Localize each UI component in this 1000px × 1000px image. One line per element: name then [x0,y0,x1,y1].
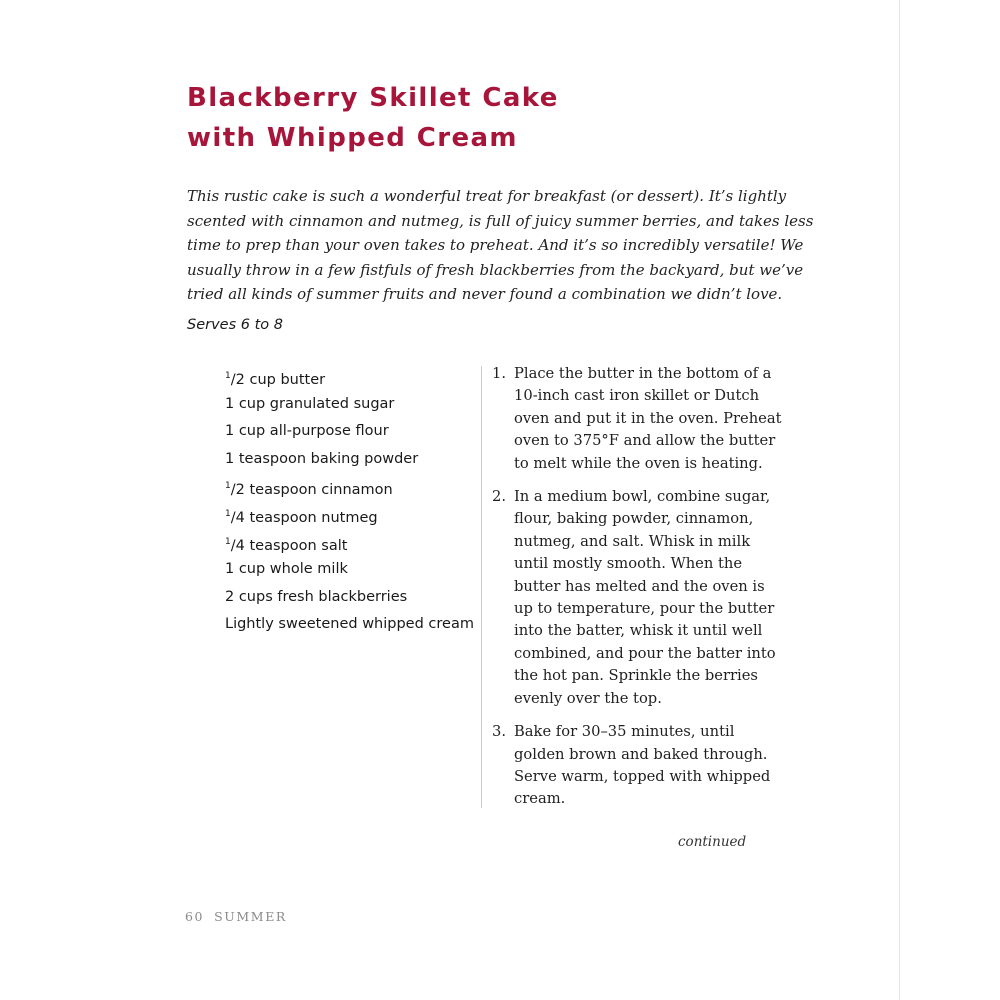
ingredient-text: 1 cup all-purpose flour [225,423,389,440]
title-line-1: Blackberry Skillet Cake [187,83,559,113]
step-number: 2. [492,488,507,506]
step-line: butter has melted and the oven is [514,577,765,595]
step-line: into the batter, whisk it until well [514,622,763,640]
page-number: 60 [185,909,205,924]
step-text [514,363,782,475]
step-item [492,486,792,710]
ingredient-text: 1 cup whole milk [225,561,348,578]
intro-line: This rustic cake is such a wonderful treat for breakfast (or dessert). It’s lightly [187,187,787,205]
step-line: to melt while the oven is heating. [514,454,763,472]
step-number: 3. [492,723,507,741]
step-text [514,721,770,811]
intro-line: scented with cinnamon and nutmeg, is full of juicy summer berries, and takes less [187,211,814,230]
ingredient-text: 1 cup granulated sugar [225,395,395,412]
ingredient-text: 2 cups fresh blackberries [225,588,408,605]
ingredient-item [225,419,474,447]
fraction-numerator: 1 [225,508,231,519]
ingredient-item [225,557,474,585]
step-line: until mostly smooth. When the [514,555,743,573]
step-line: combined, and pour the batter into [514,644,776,662]
ingredient-text: teaspoon nutmeg [244,509,378,526]
fraction-denominator: /2 [230,372,245,388]
step-number: 1. [492,365,507,382]
step-line: golden brown and baked through. [514,745,768,763]
continued-note: continued [678,834,747,850]
page-edge [899,0,900,1000]
ingredient-item [225,585,474,613]
step-line: nutmeg, and salt. Whisk in milk [514,532,751,550]
fraction-numerator: 1 [225,481,231,492]
title-line-2: with Whipped Cream [187,123,518,153]
step-line: oven and put it in the oven. Preheat [514,409,782,427]
section-name: SUMMER [214,909,287,924]
ingredient-text: cup butter [244,372,326,388]
fraction-numerator: 1 [225,536,231,547]
ingredient-item [225,364,474,392]
ingredient-item [225,612,474,640]
column-divider [481,366,482,808]
ingredient-text: 1 teaspoon baking powder [225,450,419,467]
step-line: Bake for 30–35 minutes, until [514,723,735,741]
step-line: Serve warm, topped with whipped [514,767,771,785]
ingredient-list [225,364,474,640]
serves-label: Serves 6 to 8 [187,317,283,333]
intro-line: tried all kinds of summer fruits and never found a combination we didn’t love. [187,285,783,304]
step-line: up to temperature, pour the butter [514,600,775,618]
intro-line: time to prep than your oven takes to preheat. And it’s so incredibly versatile! We [187,236,804,255]
fraction-denominator: /4 [230,537,245,554]
fraction-denominator: /4 [230,509,245,526]
step-item [492,721,792,811]
fraction-denominator: /2 [230,482,245,499]
ingredient-text: Lightly sweetened whipped cream [225,616,474,633]
page-footer [185,909,287,924]
step-list [492,363,792,822]
ingredient-text: teaspoon salt [244,537,348,554]
step-line: oven to 375°F and allow the butter [514,432,776,450]
step-line: the hot pan. Sprinkle the berries [514,667,758,685]
ingredient-item [225,474,474,502]
step-line: 10-inch cast iron skillet or Dutch [514,387,760,405]
step-text [514,486,776,710]
recipe-title [187,78,559,158]
intro-line: usually throw in a few fistfuls of fresh blackberries from the backyard, but we’ve [187,260,804,279]
step-line: In a medium bowl, combine sugar, [514,488,771,506]
fraction-numerator: 1 [225,371,231,381]
ingredient-item [225,392,474,420]
ingredient-item [225,447,474,475]
ingredient-text: teaspoon cinnamon [244,482,393,499]
recipe-intro [187,184,814,307]
step-line: flour, baking powder, cinnamon, [514,510,754,528]
step-line: evenly over the top. [514,689,662,707]
step-item [492,363,792,475]
ingredient-item [225,502,474,530]
step-line: Place the butter in the bottom of a [514,365,772,382]
step-line: cream. [514,790,566,808]
ingredient-item [225,530,474,558]
